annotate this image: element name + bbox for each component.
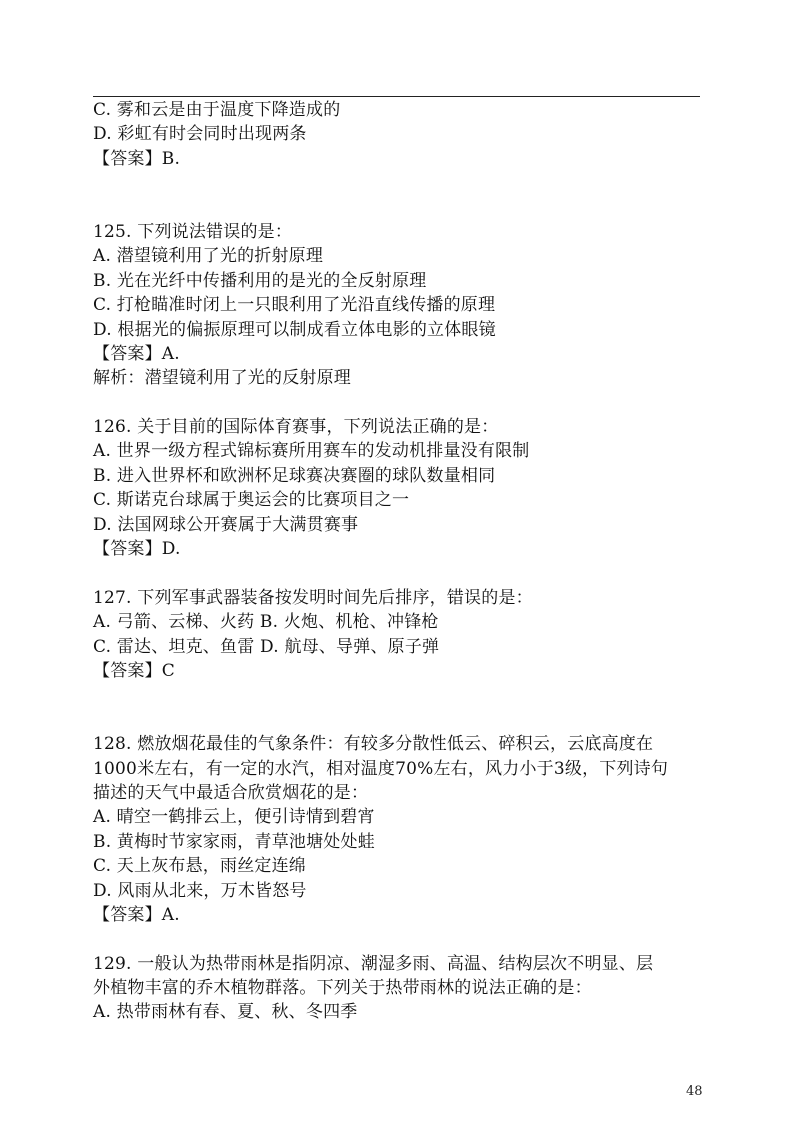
option-line: A. 世界一级方程式锦标赛所用赛车的发动机排量没有限制 [93, 441, 530, 462]
option-line: B. 光在光纤中传播利用的是光的全反射原理 [93, 270, 427, 291]
answer-line: 【答案】D. [93, 539, 181, 560]
option-line: A. 热带雨林有春、夏、秋、冬四季 [93, 1002, 358, 1023]
option-line: A. 弓箭、云梯、火药 B. 火炮、机枪、冲锋枪 [93, 612, 439, 633]
question-stem: 129. 一般认为热带雨林是指阴凉、潮湿多雨、高温、结构层次不明显、层 [93, 953, 654, 974]
option-line: D. 彩虹有时会同时出现两条 [93, 124, 307, 145]
answer-line: 【答案】A. [93, 904, 180, 925]
page-number: 48 [686, 1084, 703, 1099]
option-line: D. 风雨从北来，万木皆怒号 [93, 880, 307, 901]
question-stem: 描述的天气中最适合欣赏烟花的是： [93, 782, 369, 803]
option-line: B. 进入世界杯和欧洲杯足球赛决赛圈的球队数量相同 [93, 465, 496, 486]
answer-line: 【答案】A. [93, 343, 180, 364]
option-line: C. 打枪瞄准时闭上一只眼利用了光沿直线传播的原理 [93, 295, 496, 316]
option-line: C. 斯诺克台球属于奥运会的比赛项目之一 [93, 490, 410, 511]
option-line: A. 晴空一鹤排云上，便引诗情到碧宵 [93, 807, 375, 828]
option-line: C. 雷达、坦克、鱼雷 D. 航母、导弹、原子弹 [93, 636, 440, 657]
question-stem: 126. 关于目前的国际体育赛事，下列说法正确的是： [93, 417, 499, 438]
option-line: D. 法国网球公开赛属于大满贯赛事 [93, 514, 359, 535]
question-stem: 125. 下列说法错误的是： [93, 221, 293, 242]
question-stem: 128. 燃放烟花最佳的气象条件：有较多分散性低云、碎积云，云底高度在 [93, 734, 654, 755]
page-content [93, 98, 703, 1025]
option-line: C. 雾和云是由于温度下降造成的 [93, 100, 341, 120]
option-line: A. 潜望镜利用了光的折射原理 [93, 246, 324, 267]
question-stem: 127. 下列军事武器装备按发明时间先后排序，错误的是： [93, 587, 533, 608]
answer-line: 【答案】C [93, 661, 176, 681]
question-stem: 外植物丰富的乔木植物群落。下列关于热带雨林的说法正确的是： [93, 978, 592, 999]
option-line: B. 黄梅时节家家雨，青草池塘处处蛙 [93, 831, 375, 852]
option-line: C. 天上灰布悬，雨丝定连绵 [93, 856, 307, 877]
option-line: D. 根据光的偏振原理可以制成看立体电影的立体眼镜 [93, 319, 496, 340]
question-stem: 1000米左右，有一定的水汽，相对温度70%左右，风力小于3级，下列诗句 [93, 758, 669, 779]
header-rule [93, 96, 700, 97]
answer-line: 【答案】B. [93, 148, 181, 169]
analysis-line: 解析：潜望镜利用了光的反射原理 [93, 368, 351, 389]
